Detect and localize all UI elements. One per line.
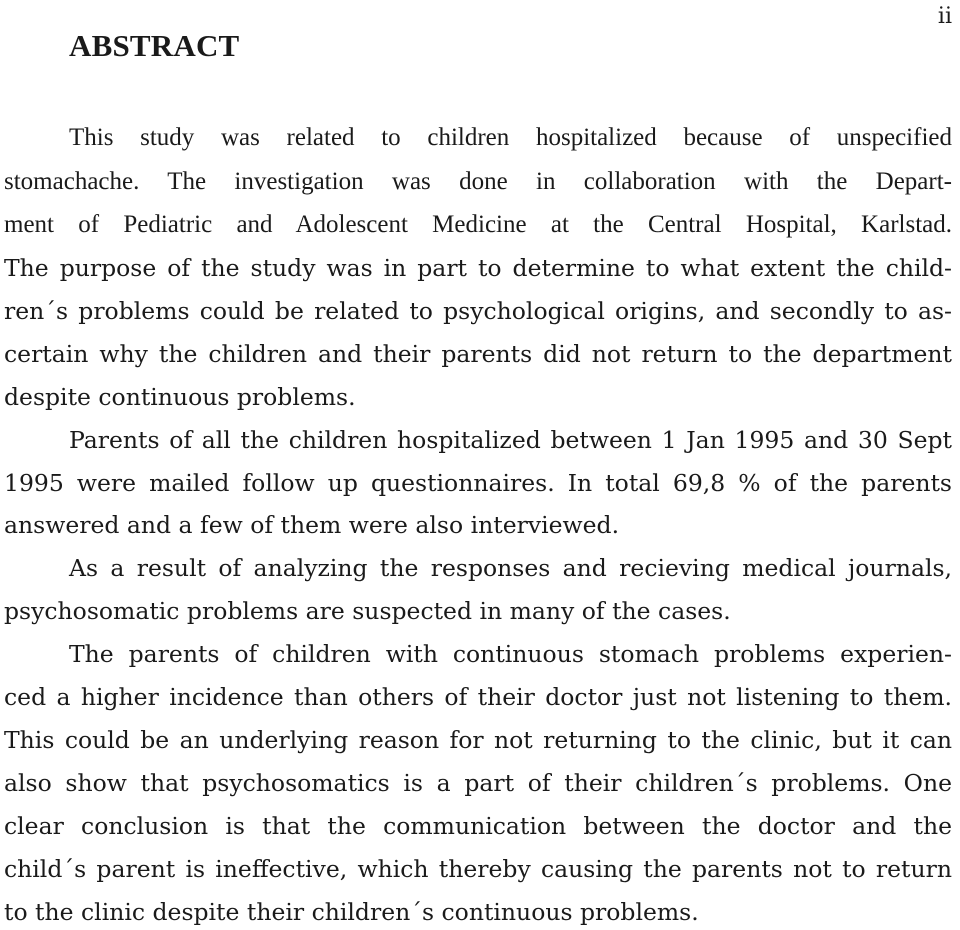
text-line: This study was related to children hospitalized because of unspecified: [69, 124, 952, 151]
text-line: Parents of all the children hospitalized between 1 Jan 1995 and 30 Sept: [69, 426, 952, 454]
text-line: stomachache. The investigation was done in collaboration with the Depart-: [4, 168, 952, 195]
text-line: The parents of children with continuous stomach problems experien-: [69, 640, 952, 668]
text-line: ren´s problems could be related to psychological origins, and secondly to as-: [4, 297, 952, 325]
text-line: also show that psychosomatics is a part of their children´s problems. One: [4, 769, 952, 797]
text-line: 1995 were mailed follow up questionnaires. In total 69,8 % of the parents: [4, 469, 952, 497]
text-line: clear conclusion is that the communication between the doctor and the: [4, 812, 952, 840]
text-line: child´s parent is ineffective, which thereby causing the parents not to return: [4, 855, 952, 883]
abstract-heading: ABSTRACT: [69, 28, 240, 63]
text-line: psychosomatic problems are suspected in many of the cases.: [4, 597, 731, 625]
text-line: This could be an underlying reason for not returning to the clinic, but it can: [4, 726, 952, 754]
text-line: despite continuous problems.: [4, 383, 356, 411]
text-line: to the clinic despite their children´s continuous problems.: [4, 898, 699, 926]
text-line: ment of Pediatric and Adolescent Medicine at the Central Hospital, Karlstad.: [4, 211, 952, 238]
page-number: ii: [937, 4, 952, 29]
text-line: As a result of analyzing the responses and recieving medical journals,: [69, 554, 952, 582]
text-line: answered and a few of them were also interviewed.: [4, 511, 620, 539]
text-line: The purpose of the study was in part to determine to what extent the child-: [4, 254, 952, 282]
text-line: certain why the children and their parents did not return to the department: [4, 340, 952, 368]
text-line: ced a higher incidence than others of their doctor just not listening to them.: [4, 683, 952, 711]
